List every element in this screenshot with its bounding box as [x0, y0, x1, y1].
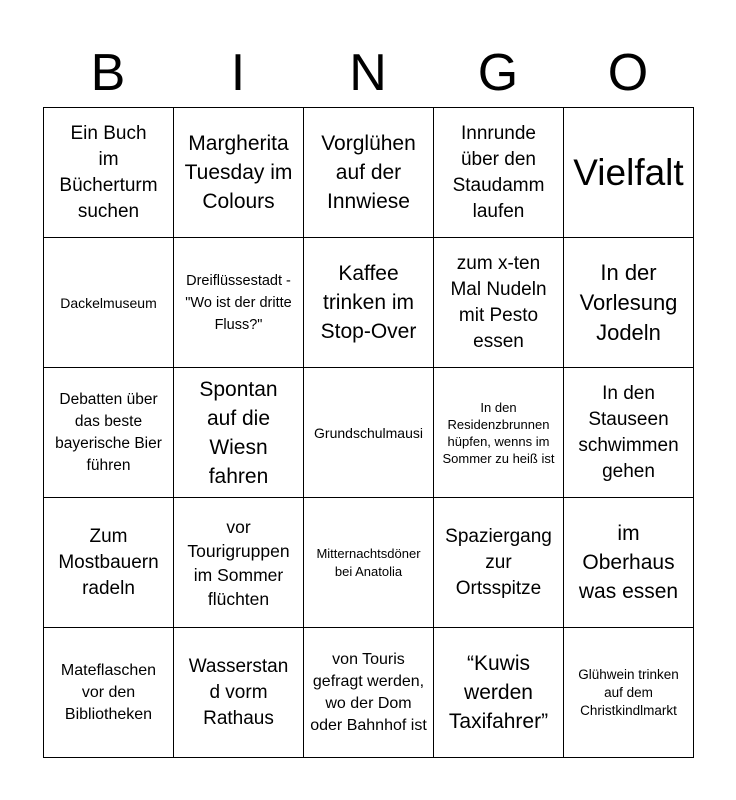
bingo-cell[interactable] — [564, 238, 694, 368]
bingo-board — [43, 107, 694, 758]
bingo-cell[interactable] — [304, 238, 434, 368]
cell-text: Dackelmuseum — [60, 294, 157, 311]
bingo-cell[interactable] — [304, 498, 434, 628]
header-letter-n: N — [349, 44, 387, 102]
bingo-cell[interactable] — [44, 498, 174, 628]
cell-text: Innrunde über den Staudamm laufen — [452, 122, 545, 222]
bingo-header — [43, 38, 693, 108]
bingo-cell[interactable] — [304, 108, 434, 238]
bingo-cell[interactable] — [434, 628, 564, 758]
cell-text: In der Vorlesung Jodeln — [579, 259, 678, 345]
bingo-cell[interactable] — [564, 628, 694, 758]
cell-text: Mitternachtsdöner bei Anatolia — [316, 545, 421, 579]
cell-text: Mateflaschen vor den Bibliotheken — [60, 661, 157, 723]
bingo-cell[interactable] — [564, 108, 694, 238]
bingo-cell[interactable] — [564, 498, 694, 628]
header-letter-o: O — [607, 44, 649, 102]
bingo-cell[interactable] — [174, 498, 304, 628]
cell-text: Glühwein trinken auf dem Christkindlmarkt — [578, 666, 679, 718]
bingo-cell[interactable] — [44, 108, 174, 238]
bingo-cell[interactable] — [174, 108, 304, 238]
bingo-cell[interactable] — [174, 368, 304, 498]
header-letter-g: G — [477, 44, 519, 102]
cell-text: im Oberhaus was essen — [578, 522, 679, 603]
cell-text: Wasserstand vorm Rathaus — [188, 655, 289, 729]
bingo-cell[interactable] — [44, 628, 174, 758]
cell-text: “Kuwis werden Taxifahrer” — [448, 652, 549, 733]
cell-text: Vorglühen auf der Innwiese — [321, 132, 416, 213]
cell-text: In den Stauseen schwimmen gehen — [578, 382, 679, 482]
cell-text: zum x-ten Mal Nudeln mit Pesto essen — [450, 252, 547, 352]
cell-text: von Touris gefragt werden, wo der Dom oder Bahnhof ist — [310, 650, 427, 734]
bingo-cell[interactable] — [434, 108, 564, 238]
cell-text: Zum Mostbauern radeln — [58, 525, 159, 599]
bingo-cell[interactable] — [434, 368, 564, 498]
header-letter-i: I — [230, 44, 246, 102]
cell-text: Grundschulmausi — [314, 424, 423, 441]
bingo-cell[interactable] — [304, 628, 434, 758]
cell-text: Kaffee trinken im Stop-Over — [320, 262, 417, 343]
bingo-cell[interactable] — [564, 368, 694, 498]
bingo-cell[interactable] — [304, 368, 434, 498]
cell-text: Margherita Tuesday im Colours — [184, 132, 293, 213]
cell-text: Ein Buch im Bücherturm suchen — [59, 122, 158, 222]
header-letter-b: B — [90, 44, 126, 102]
cell-text: Vielfalt — [573, 151, 684, 193]
cell-text: Debatten über das beste bayerische Bier führen — [55, 390, 162, 474]
cell-text: vor Tourigruppen im Sommer flüchten — [187, 516, 290, 609]
bingo-cell[interactable] — [434, 498, 564, 628]
cell-text: Spontan auf die Wiesn fahren — [199, 377, 278, 488]
bingo-cell[interactable] — [44, 238, 174, 368]
cell-text: Spaziergang zur Ortsspitze — [445, 525, 552, 599]
cell-text: In den Residenzbrunnen hüpfen, wenns im Sommer zu heiß ist — [442, 399, 555, 466]
cell-text: Dreiflüssestadt - "Wo ist der dritte Fluss?" — [185, 272, 292, 333]
bingo-cell[interactable] — [174, 628, 304, 758]
bingo-cell[interactable] — [174, 238, 304, 368]
bingo-cell[interactable] — [44, 368, 174, 498]
bingo-cell[interactable] — [434, 238, 564, 368]
